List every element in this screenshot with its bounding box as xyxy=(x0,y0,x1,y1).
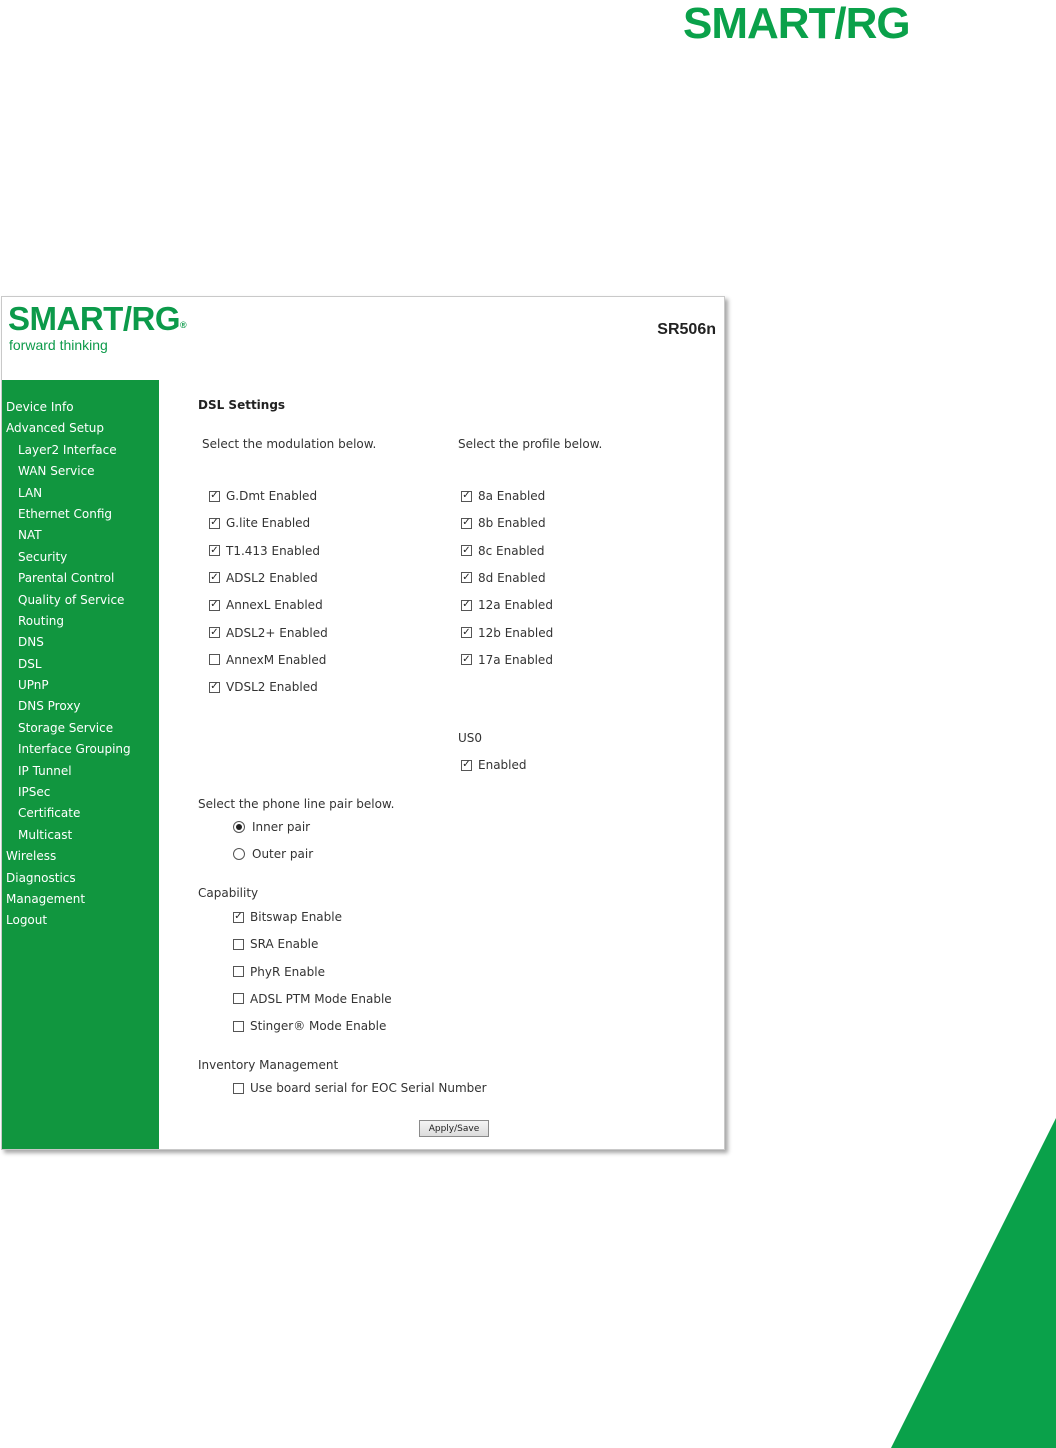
sidebar-nav xyxy=(6,397,131,932)
bitswap-enable-checkbox[interactable] xyxy=(233,910,342,924)
checkbox-box[interactable]: ✓ xyxy=(210,544,219,556)
profile-8b-enabled-checkbox-label: 8b Enabled xyxy=(478,516,546,531)
outer-pair-label: Outer pair xyxy=(252,847,314,862)
stinger-mode-enable-checkbox[interactable] xyxy=(233,1019,386,1033)
profile-8a-enabled-checkbox[interactable] xyxy=(461,489,545,503)
model-name: SR506n xyxy=(657,321,716,338)
phyr-enable-checkbox[interactable] xyxy=(233,965,325,979)
checkbox-box[interactable]: ✓ xyxy=(462,626,471,638)
profile-8c-enabled-checkbox[interactable] xyxy=(461,544,545,558)
g-dmt-enabled-checkbox[interactable] xyxy=(209,489,317,503)
brand-tagline: forward thinking xyxy=(9,337,108,353)
us0-enabled-label: Enabled xyxy=(478,758,527,772)
adsl-ptm-mode-enable-checkbox-label: ADSL PTM Mode Enable xyxy=(250,991,392,1006)
g-lite-enabled-checkbox[interactable] xyxy=(209,516,310,530)
sra-enable-checkbox[interactable] xyxy=(233,937,318,951)
inner-pair-radio[interactable] xyxy=(233,820,310,834)
checkbox-box[interactable]: ✓ xyxy=(462,517,471,529)
sidebar-item-management[interactable]: Management xyxy=(6,891,86,906)
checkbox-box[interactable]: ✓ xyxy=(462,653,471,665)
checkbox-box[interactable]: ✓ xyxy=(462,759,471,770)
sidebar-item-nat[interactable]: NAT xyxy=(18,528,42,543)
page-header-logo: SMART/RG xyxy=(683,0,910,48)
checkbox-box[interactable]: ✓ xyxy=(210,517,219,529)
adsl-ptm-mode-enable-checkbox[interactable] xyxy=(233,992,392,1006)
sidebar-item-certificate[interactable]: Certificate xyxy=(18,806,81,821)
checkbox-box[interactable]: ✓ xyxy=(210,626,219,638)
profile-8d-enabled-checkbox-label: 8d Enabled xyxy=(478,570,546,585)
annexm-enabled-checkbox-label: AnnexM Enabled xyxy=(226,652,327,667)
outer-pair-radio[interactable] xyxy=(233,847,313,861)
sidebar-item-interface-grouping[interactable]: Interface Grouping xyxy=(18,742,131,757)
sidebar xyxy=(2,380,159,1149)
profile-8a-enabled-checkbox-label: 8a Enabled xyxy=(478,489,546,503)
capability-heading: Capability xyxy=(198,886,259,900)
sidebar-item-parental-control[interactable]: Parental Control xyxy=(18,571,115,586)
sidebar-item-storage-service[interactable]: Storage Service xyxy=(18,720,114,735)
bitswap-enable-checkbox-label: Bitswap Enable xyxy=(250,910,342,924)
checkbox-box[interactable]: ✓ xyxy=(210,571,219,583)
sidebar-item-advanced-setup[interactable]: Advanced Setup xyxy=(6,421,105,436)
checkbox-box[interactable]: ✓ xyxy=(210,681,219,693)
radio-circle[interactable] xyxy=(233,848,245,860)
profile-heading: Select the profile below. xyxy=(458,437,603,451)
sidebar-item-ethernet-config[interactable]: Ethernet Config xyxy=(18,506,113,521)
apply-save-button[interactable]: Apply/Save xyxy=(419,1120,489,1137)
sidebar-item-logout[interactable]: Logout xyxy=(6,913,48,928)
profile-12a-enabled-checkbox-label: 12a Enabled xyxy=(478,598,553,613)
sidebar-item-ipsec[interactable]: IPSec xyxy=(18,785,51,800)
checkbox-box[interactable] xyxy=(233,1083,244,1094)
vdsl2-enabled-checkbox[interactable] xyxy=(209,680,318,694)
profile-17a-enabled-checkbox-label: 17a Enabled xyxy=(478,652,553,667)
annexl-enabled-checkbox-label: AnnexL Enabled xyxy=(226,598,323,613)
sidebar-item-dns[interactable]: DNS xyxy=(18,635,44,650)
checkbox-box[interactable] xyxy=(209,654,220,665)
checkbox-box[interactable]: ✓ xyxy=(234,911,243,922)
annexm-enabled-checkbox[interactable] xyxy=(209,653,326,667)
adsl2-enabled-checkbox-label: ADSL2 Enabled xyxy=(226,570,318,585)
profile-8c-enabled-checkbox-label: 8c Enabled xyxy=(478,543,545,558)
checkbox-box[interactable]: ✓ xyxy=(462,490,471,501)
profile-8d-enabled-checkbox[interactable] xyxy=(461,571,546,585)
us0-heading: US0 xyxy=(458,731,483,745)
sidebar-item-multicast[interactable]: Multicast xyxy=(18,827,73,842)
us0-enabled-checkbox[interactable] xyxy=(461,758,527,772)
adsl2-enabled-checkbox[interactable] xyxy=(209,571,318,585)
radio-selected-dot xyxy=(236,824,242,830)
phone-line-heading: Select the phone line pair below. xyxy=(198,797,395,811)
profile-12b-enabled-checkbox-label: 12b Enabled xyxy=(478,625,554,640)
sra-enable-checkbox-label: SRA Enable xyxy=(250,937,319,952)
g-dmt-enabled-checkbox-label: G.Dmt Enabled xyxy=(226,489,318,503)
checkbox-box[interactable] xyxy=(233,966,244,977)
t1-413-enabled-checkbox-label: T1.413 Enabled xyxy=(226,543,320,558)
sidebar-item-upnp[interactable]: UPnP xyxy=(18,678,49,693)
sidebar-item-layer2-interface[interactable]: Layer2 Interface xyxy=(18,442,117,457)
sidebar-item-diagnostics[interactable]: Diagnostics xyxy=(6,870,76,885)
router-ui-window xyxy=(1,296,725,1150)
checkbox-box[interactable]: ✓ xyxy=(462,571,471,583)
modulation-heading: Select the modulation below. xyxy=(202,437,377,451)
checkbox-box[interactable]: ✓ xyxy=(462,599,471,611)
brand-logo: SMART/RG® xyxy=(8,300,187,337)
checkbox-box[interactable]: ✓ xyxy=(210,490,219,501)
sidebar-item-quality-of-service[interactable]: Quality of Service xyxy=(18,592,125,607)
checkbox-box[interactable] xyxy=(233,993,244,1004)
profile-12b-enabled-checkbox[interactable] xyxy=(461,626,553,640)
sidebar-item-device-info[interactable]: Device Info xyxy=(6,400,74,414)
checkbox-box[interactable]: ✓ xyxy=(462,544,471,556)
vdsl2-enabled-checkbox-label: VDSL2 Enabled xyxy=(226,680,318,695)
radio-circle[interactable] xyxy=(233,821,245,833)
sidebar-item-wan-service[interactable]: WAN Service xyxy=(18,464,95,479)
checkbox-box[interactable]: ✓ xyxy=(210,599,219,611)
page-title: DSL Settings xyxy=(198,398,286,412)
eoc-serial-label: Use board serial for EOC Serial Number xyxy=(250,1081,487,1095)
sidebar-item-dns-proxy[interactable]: DNS Proxy xyxy=(18,699,81,714)
checkbox-box[interactable] xyxy=(233,939,244,950)
sidebar-item-lan[interactable]: LAN xyxy=(18,485,43,500)
sidebar-item-ip-tunnel[interactable]: IP Tunnel xyxy=(18,763,72,778)
adsl2-enabled-checkbox[interactable] xyxy=(209,626,328,640)
inventory-heading: Inventory Management xyxy=(198,1058,339,1072)
stinger-mode-enable-checkbox-label: Stinger® Mode Enable xyxy=(250,1019,387,1034)
sidebar-item-dsl[interactable]: DSL xyxy=(18,656,42,671)
eoc-serial-checkbox[interactable] xyxy=(233,1081,487,1095)
checkbox-box[interactable] xyxy=(233,1021,244,1032)
inner-pair-label: Inner pair xyxy=(252,820,311,834)
profile-12a-enabled-checkbox[interactable] xyxy=(461,598,553,612)
profile-17a-enabled-checkbox[interactable] xyxy=(461,653,553,667)
adsl2-enabled-checkbox-label: ADSL2+ Enabled xyxy=(226,625,328,640)
annexl-enabled-checkbox[interactable] xyxy=(209,598,323,612)
t1-413-enabled-checkbox[interactable] xyxy=(209,544,320,558)
sidebar-item-wireless[interactable]: Wireless xyxy=(6,849,57,864)
phyr-enable-checkbox-label: PhyR Enable xyxy=(250,964,325,979)
sidebar-item-routing[interactable]: Routing xyxy=(18,613,65,628)
g-lite-enabled-checkbox-label: G.lite Enabled xyxy=(226,516,311,531)
sidebar-item-security[interactable]: Security xyxy=(18,549,68,564)
profile-8b-enabled-checkbox[interactable] xyxy=(461,516,546,530)
